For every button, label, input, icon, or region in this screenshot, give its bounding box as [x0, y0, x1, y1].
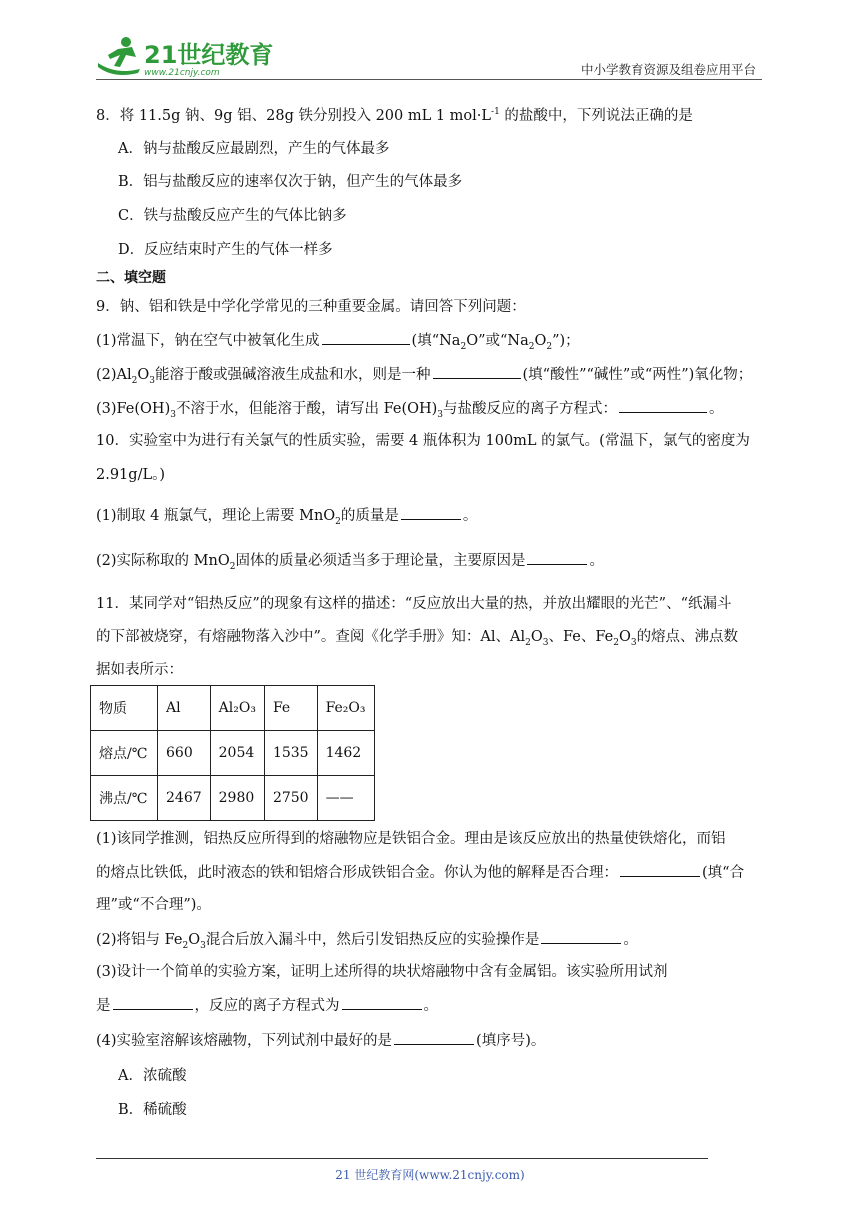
table-cell: ——: [317, 776, 374, 821]
answer-blank[interactable]: [394, 1030, 474, 1045]
answer-blank[interactable]: [620, 862, 700, 877]
q8-option-c: C．铁与盐酸反应产生的气体比钠多: [118, 208, 347, 224]
q10-part1: (1)制取 4 瓶氯气，理论上需要 MnO$_2$的质量是 。: [96, 505, 477, 526]
svg-text:21世纪教育: 21世纪教育: [144, 41, 274, 69]
q11-part3-line2: 是 ，反应的离子方程式为 。: [96, 995, 438, 1016]
q11-part4: (4)实验室溶解该熔融物，下列试剂中最好的是 (填序号)。: [96, 1030, 545, 1051]
table-cell: Al: [158, 686, 211, 731]
svg-text:www.21cnjy.com: www.21cnjy.com: [144, 68, 220, 78]
platform-name: 中小学教育资源及组卷应用平台: [580, 62, 756, 77]
q11-stem-line2: 的下部被烧穿，有熔融物落入沙中”。查阅《化学手册》知：Al、$Al_2O_3$、Fe、$Fe_2O_3$的熔点、沸点数: [96, 629, 739, 648]
section-title: 二、填空题: [96, 270, 166, 286]
table-cell: 2750: [264, 776, 317, 821]
q11-part2: (2)将铝与 $Fe_2O_3$混合后放入漏斗中，然后引发铝热反应的实验操作是 。: [96, 929, 638, 950]
q10-stem-line2: 2.91g/L。): [96, 467, 165, 483]
q10-part2: (2)实际称取的 MnO$_2$固体的质量必须适当多于理论量，主要原因是 。: [96, 550, 604, 571]
table-header-row: [91, 686, 375, 731]
answer-blank[interactable]: [113, 995, 193, 1010]
q11-option-a: A．浓硫酸: [118, 1068, 187, 1084]
table-cell: 2467: [158, 776, 211, 821]
q9-part3: $(3)Fe(OH)_3$不溶于水，但能溶于酸，请写出 $Fe(OH)_3$与盐酸反应的离子方程式： 。: [96, 398, 724, 419]
table-cell: 2980: [210, 776, 264, 821]
answer-blank[interactable]: [401, 505, 461, 520]
q11-stem-line1: 11．某同学对“铝热反应”的现象有这样的描述：“反应放出大量的热，并放出耀眼的光芒”、“纸漏斗: [96, 596, 732, 612]
q11-part1-line1: (1)该同学推测，铝热反应所得到的熔融物应是铁铝合金。理由是该反应放出的热量使铁熔化，而铝: [96, 831, 726, 847]
answer-blank[interactable]: [342, 995, 422, 1010]
table-cell: 1462: [317, 731, 374, 776]
table-cell: Fe: [264, 686, 317, 731]
header-divider: [96, 79, 762, 80]
answer-blank[interactable]: [619, 398, 707, 413]
q8-option-b: B．铝与盐酸反应的速率仅次于钠，但产生的气体最多: [118, 174, 463, 190]
footer-site[interactable]: 21 世纪教育网(www.21cnjy.com): [335, 1168, 525, 1182]
answer-blank[interactable]: [433, 364, 521, 379]
table-cell: 660: [158, 731, 211, 776]
table-cell: 2054: [210, 731, 264, 776]
q11-part1-line3: 理”或“不合理”)。: [96, 897, 211, 913]
answer-blank[interactable]: [541, 929, 621, 944]
table-cell: Fe₂O₃: [317, 686, 374, 731]
table-cell: 沸点/℃: [91, 776, 158, 821]
footer-divider: [96, 1158, 708, 1159]
q8-option-a: A．钠与盐酸反应最剧烈，产生的气体最多: [118, 141, 390, 157]
site-logo: [96, 33, 274, 78]
table-row: [91, 731, 375, 776]
q11-part1-line2: 的熔点比铁低，此时液态的铁和铝熔合形成铁铝合金。你认为他的解释是否合理： (填“合: [96, 862, 744, 883]
answer-blank[interactable]: [322, 330, 410, 345]
table-cell: 1535: [264, 731, 317, 776]
q9-stem: 9．钠、铝和铁是中学化学常见的三种重要金属。请回答下列问题：: [96, 299, 526, 315]
melting-boiling-table: [90, 685, 375, 821]
q9-part2: $(2)Al_2O_3$能溶于酸或强碱溶液生成盐和水，则是一种 (填“酸性”“碱性”或“两性”)氧化物；: [96, 364, 752, 385]
q10-stem-line1: 10．实验室中为进行有关氯气的性质实验，需要 4 瓶体积为 100mL 的氯气。(常温下，氯气的密度为: [96, 433, 750, 449]
table-cell: 物质: [91, 686, 158, 731]
answer-blank[interactable]: [527, 550, 587, 565]
q11-stem-line3: 据如表所示：: [96, 662, 183, 678]
q9-part1: (1)常温下，钠在空气中被氧化生成 (填“$Na_2O$”或“$Na_2O_2$”)；: [96, 330, 580, 351]
q8-option-d: D．反应结束时产生的气体一样多: [118, 242, 333, 258]
q11-option-b: B．稀硫酸: [118, 1102, 187, 1118]
q8-stem: 8．将 11.5g 钠、9g 铝、28g 铁分别投入 200 mL 1 $mol\cdot L^{-1}$ 的盐酸中，下列说法正确的是: [96, 107, 693, 124]
table-cell: 熔点/℃: [91, 731, 158, 776]
table-cell: Al₂O₃: [210, 686, 264, 731]
q11-part3-line1: (3)设计一个简单的实验方案，证明上述所得的块状熔融物中含有金属铝。该实验所用试剂: [96, 964, 668, 980]
table-row: [91, 776, 375, 821]
